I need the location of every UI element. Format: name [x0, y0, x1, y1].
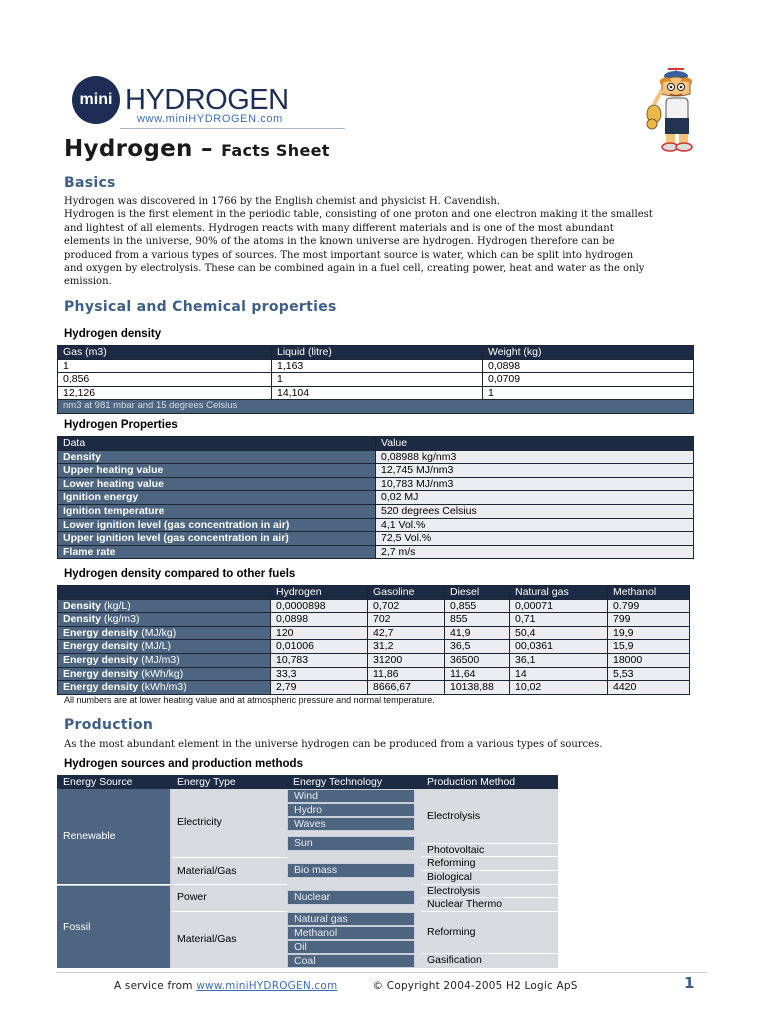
- fuels-table: [57, 585, 690, 695]
- table-cell: 0,00071: [510, 599, 608, 613]
- column-header: Energy Type: [171, 775, 287, 789]
- density-table: [57, 345, 694, 414]
- footer-prefix: A service from: [114, 980, 197, 992]
- sources-table: [57, 775, 558, 968]
- table-cell: 50,4: [510, 626, 608, 640]
- table-cell: 0,855: [445, 599, 510, 613]
- column-header: Energy Source: [57, 775, 171, 789]
- table-cell: 14,104: [272, 386, 483, 400]
- row-label-unit: (MJ/kg): [138, 626, 177, 639]
- table-cell: 41,9: [445, 626, 510, 640]
- type-material-gas: Material/Gas: [171, 912, 287, 968]
- property-label: Lower ignition level (gas concentration in air): [58, 518, 376, 532]
- table-cell: 36,1: [510, 653, 608, 667]
- table-cell: 42,7: [368, 626, 445, 640]
- fuel-row-label: [58, 640, 271, 654]
- table-cell: 36,5: [445, 640, 510, 654]
- table-row: [58, 667, 690, 681]
- table-cell: 10,02: [510, 681, 608, 695]
- table-cell: 14: [510, 667, 608, 681]
- table-row: [58, 518, 694, 532]
- basics-line: emission.: [64, 276, 112, 288]
- footer-link[interactable]: www.miniHYDROGEN.com: [196, 980, 338, 992]
- type-electricity: Electricity: [171, 789, 287, 858]
- basics-line: and oxygen by electrolysis. These can be combined again in a fuel cell, creating power, heat and water as the only: [64, 263, 645, 275]
- column-header: Data: [58, 437, 376, 451]
- basics-line: elements in the universe, 90% of the atoms in the known universe are hydrogen. Hydrogen therefore can be: [64, 236, 615, 248]
- table-cell: 11,86: [368, 667, 445, 681]
- footer-copyright: © Copyright 2004-2005 H2 Logic ApS: [372, 980, 578, 992]
- table-row: [58, 626, 690, 640]
- table-cell: 8666,67: [368, 681, 445, 695]
- fuel-row-label: [58, 667, 271, 681]
- table-cell: 1: [272, 373, 483, 387]
- row-label-unit: (kg/L): [100, 599, 131, 612]
- property-label: Lower heating value: [58, 477, 376, 491]
- title-main: Hydrogen: [64, 136, 193, 162]
- source-renewable: Renewable: [57, 789, 171, 884]
- property-label: Ignition energy: [58, 491, 376, 505]
- method-reforming: Reforming: [421, 912, 558, 954]
- fuels-footnote: All numbers are at lower heating value and at atmospheric pressure and normal temperature.: [64, 695, 435, 705]
- table-cell: 00,0361: [510, 640, 608, 654]
- table-cell: 0,0898: [483, 359, 694, 373]
- table-cell: 0,01006: [271, 640, 368, 654]
- table-cell: 36500: [445, 653, 510, 667]
- table-cell: 0,702: [368, 599, 445, 613]
- basics-line: and lightest of all elements. Hydrogen reacts with many different materials and is one of the most abundant: [64, 222, 614, 234]
- basics-line: produced from a various types of sources. The most important source is water, which can be split into hydrogen: [64, 249, 634, 261]
- table-header-row: [58, 346, 694, 360]
- table-cell: 31,2: [368, 640, 445, 654]
- table-header-row: [58, 437, 694, 451]
- method-biological: Biological: [421, 871, 558, 885]
- row-label-text: Energy density: [63, 667, 139, 680]
- type-material-gas: Material/Gas: [171, 858, 287, 885]
- title-dash: –: [192, 136, 222, 162]
- row-label-unit: (MJ/L): [138, 640, 171, 653]
- row-label-unit: (kg/m3): [100, 613, 140, 626]
- table-cell: 799: [608, 613, 690, 627]
- density-footnote: nm3 at 981 mbar and 15 degrees Celsius: [58, 400, 694, 414]
- method-electrolysis: Electrolysis: [421, 885, 558, 898]
- density-heading: Hydrogen density: [64, 328, 162, 340]
- properties-heading: Hydrogen Properties: [64, 419, 178, 431]
- fuel-row-label: [58, 599, 271, 613]
- logo-mini-badge: [72, 76, 120, 124]
- mascot-illustration: [632, 68, 704, 154]
- table-cell: 0,0709: [483, 373, 694, 387]
- table-cell: 12,126: [58, 386, 272, 400]
- table-cell: 4420: [608, 681, 690, 695]
- table-cell: 0.799: [608, 599, 690, 613]
- property-label: Flame rate: [58, 545, 376, 559]
- title-sub: Facts Sheet: [221, 141, 330, 160]
- table-cell: 15,9: [608, 640, 690, 654]
- physical-heading: Physical and Chemical properties: [64, 299, 337, 315]
- column-header: [58, 586, 271, 600]
- property-value: 12,745 MJ/nm3: [376, 464, 694, 478]
- method-reforming: Reforming: [421, 857, 558, 871]
- fuel-row-label: [58, 613, 271, 627]
- table-cell: 18000: [608, 653, 690, 667]
- footer-divider: [57, 972, 707, 973]
- row-label-unit: (kWh/m3): [138, 681, 187, 694]
- property-label: Density: [58, 450, 376, 464]
- table-cell: 0,856: [58, 373, 272, 387]
- column-header: Value: [376, 437, 694, 451]
- table-cell: 1: [58, 359, 272, 373]
- property-label: Upper heating value: [58, 464, 376, 478]
- tech-coal: Coal: [287, 954, 415, 968]
- row-label-unit: (kWh/kg): [138, 667, 184, 680]
- tech-hydro: Hydro: [287, 803, 415, 817]
- method-electrolysis: Electrolysis: [421, 789, 558, 844]
- property-value: 0,02 MJ: [376, 491, 694, 505]
- row-label-text: Energy density: [63, 640, 139, 653]
- property-label: Upper ignition level (gas concentration in air): [58, 532, 376, 546]
- fuel-row-label: [58, 626, 271, 640]
- logo-wordmark: HYDROGEN: [125, 84, 289, 116]
- table-row: [58, 613, 690, 627]
- sources-heading: Hydrogen sources and production methods: [64, 758, 303, 770]
- table-cell: 0,0000898: [271, 599, 368, 613]
- table-row: [58, 477, 694, 491]
- type-power: Power: [171, 885, 287, 912]
- table-cell: 10,783: [271, 653, 368, 667]
- table-cell: 120: [271, 626, 368, 640]
- property-value: 2,7 m/s: [376, 545, 694, 559]
- table-cell: 702: [368, 613, 445, 627]
- table-cell: 2,79: [271, 681, 368, 695]
- row-label-text: Density: [63, 613, 101, 626]
- logo-mini-text: mini: [79, 91, 113, 108]
- column-header: Gasoline: [368, 586, 445, 600]
- source-fossil: Fossil: [57, 885, 171, 968]
- table-row: [58, 545, 694, 559]
- footer: [114, 980, 578, 992]
- table-header-row: [58, 586, 690, 600]
- column-header: Methanol: [608, 586, 690, 600]
- method-gasification: Gasification: [421, 954, 558, 968]
- table-row: [58, 640, 690, 654]
- table-row: [58, 450, 694, 464]
- table-cell: 31200: [368, 653, 445, 667]
- table-footnote-row: [58, 400, 694, 414]
- properties-table: [57, 436, 694, 559]
- row-label-text: Energy density: [63, 653, 139, 666]
- tech-sun: Sun: [287, 836, 415, 851]
- tech-nuclear: Nuclear: [287, 890, 415, 905]
- tech-natural-gas: Natural gas: [287, 912, 415, 926]
- row-label-text: Energy density: [63, 626, 139, 639]
- table-cell: 0,0898: [271, 613, 368, 627]
- table-row: [58, 491, 694, 505]
- table-row: [58, 373, 694, 387]
- table-cell: 1,163: [272, 359, 483, 373]
- tech-methanol: Methanol: [287, 926, 415, 940]
- property-value: 520 degrees Celsius: [376, 504, 694, 518]
- table-cell: 11,64: [445, 667, 510, 681]
- row-label-unit: (MJ/m3): [138, 653, 180, 666]
- column-header: Production Method: [421, 775, 558, 789]
- fuel-row-label: [58, 653, 271, 667]
- production-text: As the most abundant element in the universe hydrogen can be produced from a various types of sources.: [64, 739, 603, 750]
- property-label: Ignition temperature: [58, 504, 376, 518]
- property-value: 72,5 Vol.%: [376, 532, 694, 546]
- row-label-text: Energy density: [63, 681, 139, 694]
- table-cell: 855: [445, 613, 510, 627]
- property-value: 0,08988 kg/nm3: [376, 450, 694, 464]
- table-row: [58, 464, 694, 478]
- basics-paragraph: [64, 195, 714, 289]
- basics-heading: Basics: [64, 175, 116, 191]
- tech-oil: Oil: [287, 940, 415, 954]
- table-row: [58, 386, 694, 400]
- table-cell: 10138,88: [445, 681, 510, 695]
- tech-waves: Waves: [287, 817, 415, 831]
- property-value: 4,1 Vol.%: [376, 518, 694, 532]
- table-cell: 1: [483, 386, 694, 400]
- column-header: Liquid (litre): [272, 346, 483, 360]
- tech-bio-mass: Bio mass: [287, 863, 415, 878]
- table-row: [58, 359, 694, 373]
- logo-underline: [120, 128, 345, 129]
- logo-url: www.miniHYDROGEN.com: [137, 113, 283, 125]
- table-row: [58, 532, 694, 546]
- table-cell: 0,71: [510, 613, 608, 627]
- table-cell: 5,53: [608, 667, 690, 681]
- column-header: Diesel: [445, 586, 510, 600]
- row-label-text: Density: [63, 599, 101, 612]
- page-number: 1: [684, 974, 695, 992]
- column-header: Energy Technology: [287, 775, 421, 789]
- column-header: Natural gas: [510, 586, 608, 600]
- property-value: 10,783 MJ/nm3: [376, 477, 694, 491]
- fuel-row-label: [58, 681, 271, 695]
- table-row: [58, 504, 694, 518]
- basics-line: Hydrogen was discovered in 1766 by the English chemist and physicist H. Cavendish.: [64, 196, 501, 207]
- method-nuclear-thermo: Nuclear Thermo: [421, 898, 558, 912]
- production-heading: Production: [64, 717, 154, 733]
- table-cell: 33,3: [271, 667, 368, 681]
- method-photovoltaic: Photovoltaic: [421, 844, 558, 857]
- tech-wind: Wind: [287, 789, 415, 803]
- table-row: [58, 681, 690, 695]
- table-row: [58, 653, 690, 667]
- fuels-heading: Hydrogen density compared to other fuels: [64, 568, 296, 580]
- column-header: Weight (kg): [483, 346, 694, 360]
- column-header: Gas (m3): [58, 346, 272, 360]
- page-title: [64, 136, 330, 162]
- basics-line: Hydrogen is the first element in the periodic table, consisting of one proton and one electron making it the smallest: [64, 209, 653, 221]
- column-header: Hydrogen: [271, 586, 368, 600]
- table-row: [58, 599, 690, 613]
- table-cell: 19,9: [608, 626, 690, 640]
